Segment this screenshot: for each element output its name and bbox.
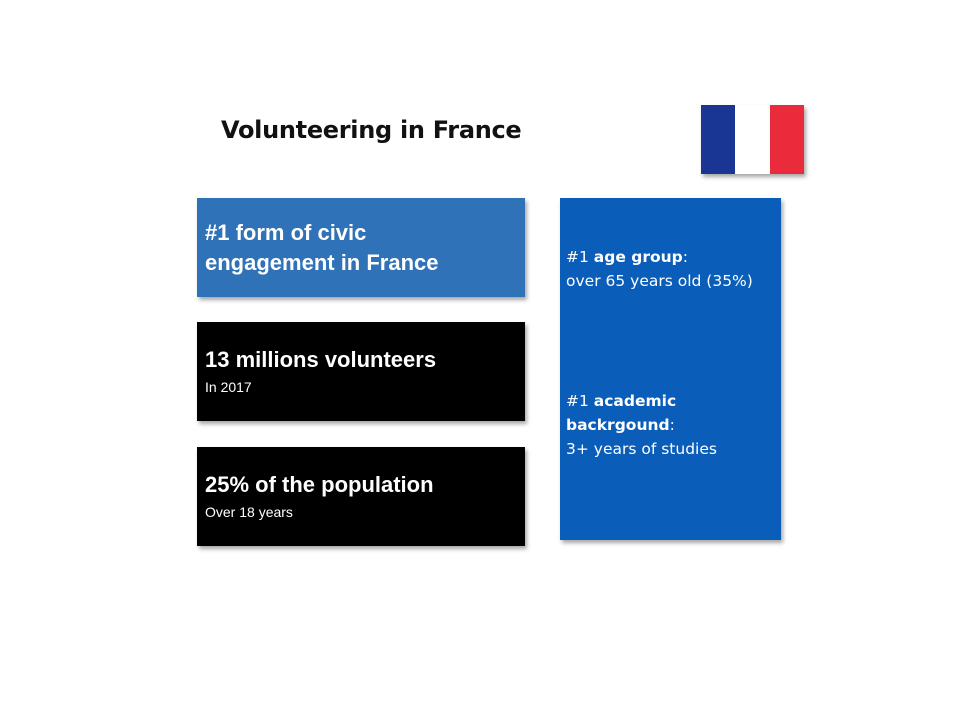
age-group-label: #1 age group: — [566, 248, 688, 266]
volunteers-heading: 13 millions volunteers — [205, 347, 437, 372]
flag-stripe-white — [735, 105, 769, 174]
france-flag-icon — [701, 105, 804, 174]
civic-line-1: #1 form of civic — [205, 220, 367, 245]
volunteers-box — [197, 322, 525, 421]
slide-title: Volunteering in France — [221, 116, 522, 144]
demographics-box — [560, 198, 781, 540]
civic-line-2: engagement in France — [205, 250, 439, 275]
flag-stripe-blue — [701, 105, 735, 174]
civic-engagement-box — [197, 198, 525, 297]
population-box — [197, 447, 525, 546]
flag-stripe-red — [770, 105, 804, 174]
civic-engagement-heading — [205, 218, 517, 278]
volunteers-subtext: In 2017 — [205, 379, 252, 395]
population-heading: 25% of the population — [205, 472, 434, 497]
academic-label-line-2: backrgound: — [566, 416, 675, 434]
population-subtext: Over 18 years — [205, 504, 293, 520]
academic-value: 3+ years of studies — [566, 440, 717, 458]
academic-label-line-1: #1 academic — [566, 392, 677, 410]
age-group-value: over 65 years old (35%) — [566, 272, 753, 290]
